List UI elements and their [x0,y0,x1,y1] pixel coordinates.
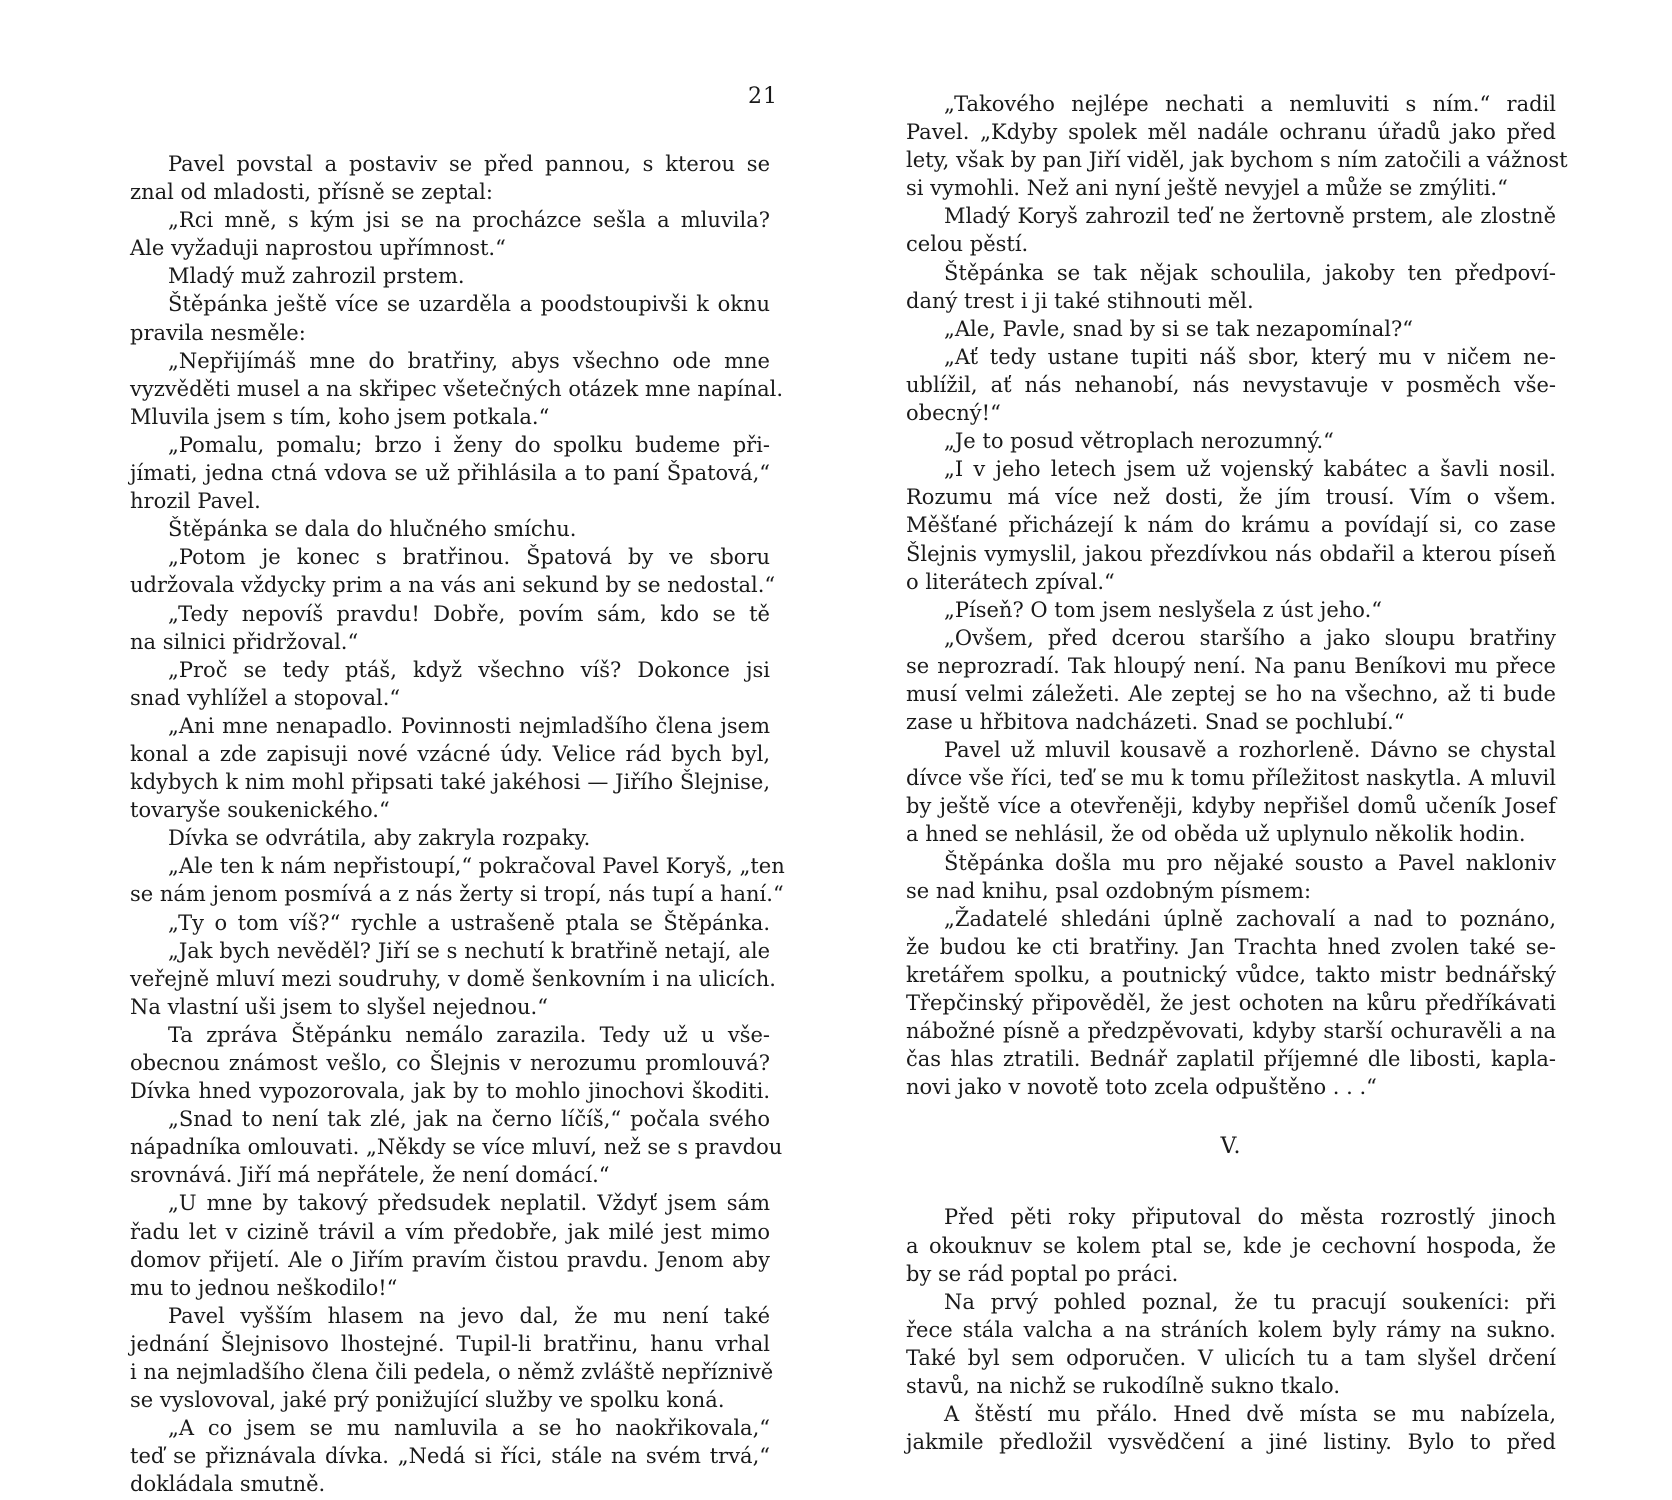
text-line: „Tedy nepovíš pravdu! Dobře, povím sám, kdo se tě [168,601,770,626]
text-line: Šlejnis vymyslil, jakou přezdívkou nás obdařil a kterou píseň [906,541,1556,566]
text-line: A štěstí mu přálo. Hned dvě místa se mu nabízela, [944,1402,1556,1427]
text-line: se nám jenom posmívá a z nás žerty si tropí, nás tupí a haní.“ [130,882,784,907]
text-line: Mluvila jsem s tím, koho jsem potkala.“ [130,404,550,429]
text-line: Štěpánka se tak nějak schoulila, jakoby ten předpoví- [944,260,1556,285]
text-line: hrozil Pavel. [130,489,261,514]
text-line: o literátech zpíval.“ [906,569,1115,594]
text-line: „Ale ten k nám nepřistoupí,“ pokračoval Pavel Koryš, „ten [168,854,785,879]
text-line: Štěpánka se dala do hlučného smíchu. [168,517,577,542]
text-line: udržovala vždycky prim a na vás ani sekund by se nedostal.“ [130,573,776,598]
text-line: lety, však by pan Jiří viděl, jak bychom s ním zatočili a vážnost [906,148,1568,173]
text-line: se neprozradí. Tak hloupý není. Na panu Beníkovi mu přece [906,653,1556,678]
text-line: řadu let v cizině trávil a vím předobře, jak milé jest mimo [130,1219,770,1244]
text-line: kretářem spolku, a poutnický vůdce, takto mistr bednářský [906,962,1556,987]
text-line: celou pěstí. [906,232,1029,257]
text-line: Měšťané přicházejí k nám do krámu a povídají si, co zase [906,513,1556,538]
text-line: obecný!“ [906,401,1001,426]
chapter-heading: V. [1220,1134,1242,1160]
text-line: Pavel už mluvil kousavě a rozhorleně. Dávno se chystal [944,738,1556,763]
text-line: srovnává. Jiří má nepřátele, že není domácí.“ [130,1163,610,1188]
text-line: tovaryše soukenického.“ [130,798,390,823]
text-line: „Ovšem, před dcerou staršího a jako sloupu bratřiny [944,625,1556,650]
text-line: „Ať tedy ustane tupiti náš sbor, který mu v ničem ne- [944,344,1556,369]
text-line: „Potom je konec s bratřinou. Špatová by ve sboru [168,545,770,570]
text-line: na silnici přidržoval.“ [130,629,359,654]
text-line: novi jako v novotě toto zcela odpuštěno . . .“ [906,1075,1377,1100]
text-line: čas hlas ztratili. Bednář zaplatil příjemné dle libosti, kapla- [906,1047,1556,1072]
text-line: „Proč se tedy ptáš, když všechno víš? Dokonce jsi [168,657,770,682]
text-line: Štěpánka došla mu pro nějaké sousto a Pavel nakloniv [944,850,1556,875]
text-line: ublížil, ať nás nehanobí, nás nevystavuje v posměch vše- [906,372,1556,397]
text-line: „Je to posud větroplach nerozumný.“ [944,429,1334,454]
text-line: Pavel. „Kdyby spolek měl nadále ochranu úřadů jako před [906,120,1556,145]
text-line: Mladý Koryš zahrozil teď ne žertovně prstem, ale zlostně [944,204,1556,229]
text-line: kdybych k nim mohl připsati také jakéhosi — Jiřího Šlejnise, [130,770,770,795]
text-line: „Píseň? O tom jsem neslyšela z úst jeho.“ [944,597,1382,622]
text-line: Mladý muž zahrozil prstem. [168,264,465,289]
text-line: zase u hřbitova nadcházeti. Snad se pochlubí.“ [906,710,1405,735]
text-line: Štěpánka ještě více se uzarděla a poodstoupivši k oknu [168,292,770,317]
text-line: by ještě více a otevřeněji, kdyby nepřišel domů učeník Josef [906,794,1556,819]
text-line: teď se přiznávala dívka. „Nedá si říci, stále na svém trvá,“ [130,1444,770,1469]
text-line: „A co jsem se mu namluvila a se ho naokřikovala,“ [168,1416,770,1441]
text-line: „Jak bych nevěděl? Jiří se s nechutí k bratřině netají, ale [168,938,770,963]
text-line: „Pomalu, pomalu; brzo i ženy do spolku budeme při- [168,432,770,457]
text-line: že budou ke cti bratřiny. Jan Trachta hned zvolen také se- [906,934,1556,959]
text-line: veřejně mluví mezi soudruhy, v domě šenkovním i na ulicích. [130,966,776,991]
text-line: Pavel vyšším hlasem na jevo dal, že mu není také [168,1303,770,1328]
text-line: jímati, jedna ctná vdova se už přihlásila a to paní Špatová,“ [130,461,770,486]
text-line: Rozumu má více než dosti, že jím trousí. Vím o všem. [906,485,1556,510]
text-line: si vymohli. Než ani nyní ještě nevyjel a může se zmýliti.“ [906,176,1508,201]
text-line: musí velmi záležeti. Ale zeptej se ho na všechno, až ti bude [906,681,1556,706]
text-line: Ta zpráva Štěpánku nemálo zarazila. Tedy už u vše- [168,1022,770,1047]
page-number: 21 [748,84,778,109]
right-text-before-chapter [906,90,1568,1101]
text-line: „Snad to není tak zlé, jak na černo líčíš,“ počala svého [168,1107,770,1132]
text-line: jednání Šlejnisovo lhostejné. Tupil-li bratřinu, hanu vrhal [130,1331,770,1356]
text-line: „Ale, Pavle, snad by si se tak nezapomínal?“ [944,316,1413,341]
text-line: Ale vyžaduji naprostou upřímnost.“ [130,236,506,261]
text-line: dokládala smutně. [130,1472,326,1497]
text-line: Na prvý pohled poznal, že tu pracují soukeníci: při [944,1289,1556,1314]
text-line: dívce vše říci, teď se mu k tomu příležitost naskytla. A mluvil [906,766,1556,791]
right-page [836,0,1672,1500]
text-line: obecnou známost vešlo, co Šlejnis v nerozumu promlouvá? [130,1051,770,1075]
text-line: se vyslovoval, jaké prý ponižující služby ve spolku koná. [130,1388,725,1413]
text-line: nábožné písně a předzpěvovati, kdyby starší ochuravěli a na [906,1019,1556,1044]
text-line: daný trest i ji také stihnouti měl. [906,288,1254,313]
right-text-after-chapter [906,1203,1556,1456]
text-line: Třepčinský připověděl, že jest ochoten na kůru předříkávati [906,991,1556,1015]
text-line: vyzvěděti musel a na skřipec všetečných otázek mne napínal. [130,376,784,401]
text-line: „Rci mně, s kým jsi se na procházce sešla a mluvila? [168,208,770,233]
text-line: a okouknuv se kolem ptal se, kde je cechovní hospoda, že [906,1233,1556,1258]
text-line: snad vyhlížel a stopoval.“ [130,685,401,710]
text-line: znal od mladosti, přísně se zeptal: [130,180,493,205]
text-line: jakmile předložil vysvědčení a jiné listiny. Bylo to před [906,1430,1556,1455]
text-line: „Nepřijímáš mne do bratřiny, abys všechno ode mne [168,348,770,373]
text-line: Dívka hned vypozorovala, jak by to mohlo jinochovi škoditi. [130,1079,770,1104]
right-page-text [906,90,1568,1456]
text-line: pravila nesměle: [130,320,306,345]
text-line: domov přijetí. Ale o Jiřím pravím čistou pravdu. Jenom aby [130,1247,770,1272]
text-line: konal a zde zapisuji nové vzácné údy. Velice rád bych byl, [130,741,770,766]
text-line: by se rád poptal po práci. [906,1261,1179,1286]
text-line: „I v jeho letech jsem už vojenský kabátec a šavli nosil. [944,457,1556,482]
text-line: Dívka se odvrátila, aby zakryla rozpaky. [168,826,591,851]
text-line: „Ani mne nenapadlo. Povinnosti nejmladšího člena jsem [168,713,770,738]
text-line: Také byl sem odporučen. V ulicích tu a tam slyšel drčení [906,1345,1556,1370]
text-line: „Takového nejlépe nechati a nemluviti s ním.“ radil [944,92,1556,116]
text-line: „U mne by takový předsudek neplatil. Vždyť jsem sám [168,1191,770,1216]
text-line: „Žadatelé shledáni úplně zachovalí a nad to poznáno, [944,906,1556,931]
text-line: Před pěti roky připutoval do města rozrostlý jinoch [944,1205,1556,1230]
text-line: „Ty o tom víš?“ rychle a ustrašeně ptala se Štěpánka. [168,910,770,935]
text-line: Na vlastní uši jsem to slyšel nejednou.“ [130,994,548,1019]
text-line: stavů, na nichž se rukodílně sukno tkalo. [906,1374,1340,1399]
text-line: Pavel povstal a postaviv se před pannou, s kterou se [168,152,770,176]
left-page-text [130,150,785,1499]
text-line: řece stála valcha a na stráních kolem byly rámy na sukno. [906,1317,1556,1342]
text-line: a hned se nehlásil, že od oběda už uplynulo několik hodin. [906,822,1526,847]
text-line: se nad knihu, psal ozdobným písmem: [906,878,1312,903]
text-line: i na nejmladšího člena čili pedela, o němž zvláště nepříznivě [130,1360,774,1385]
text-line: mu to jednou neškodilo!“ [130,1275,398,1300]
text-line: nápadníka omlouvati. „Někdy se více mluví, než se s pravdou [130,1135,783,1160]
